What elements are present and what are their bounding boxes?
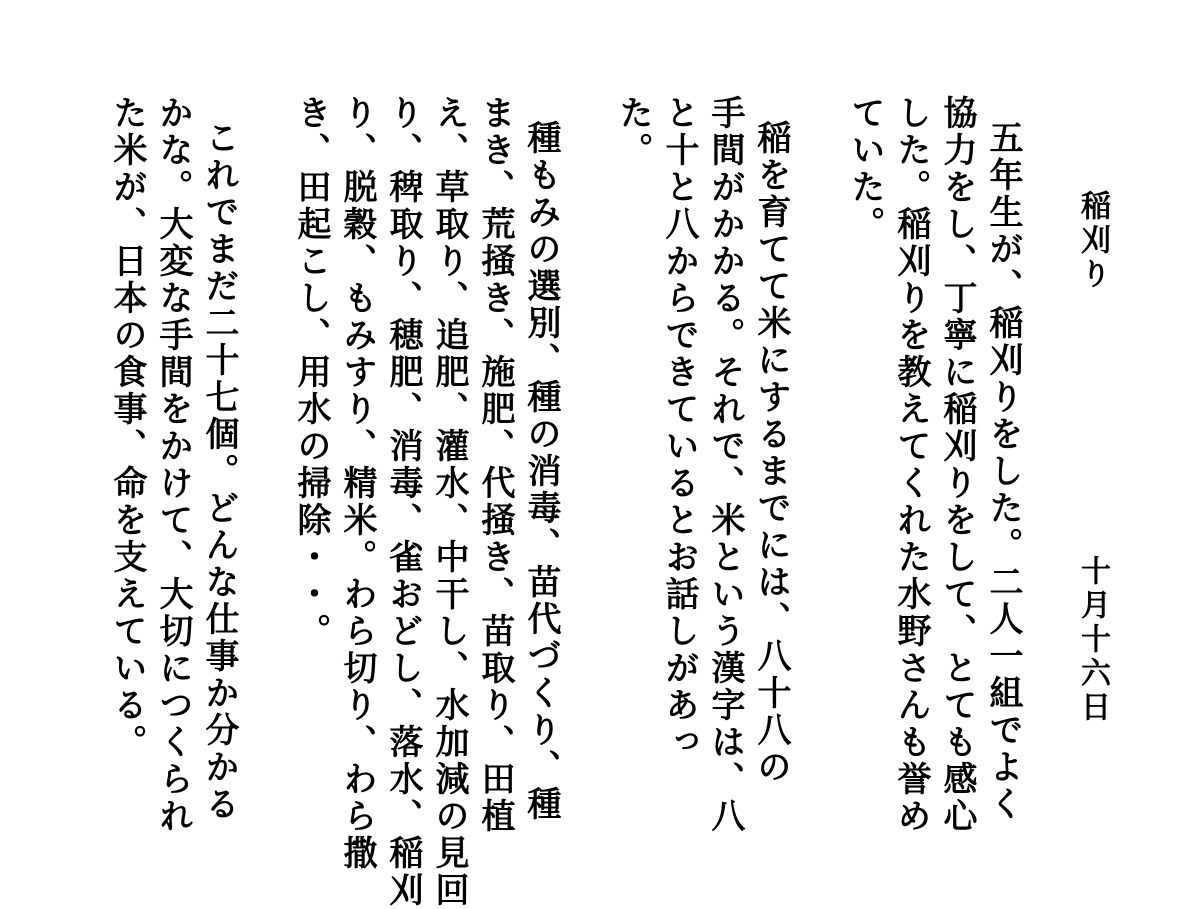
paragraph-1-line-3: した。稲刈りを教えてくれた水野さんも誉め (891, 95, 931, 835)
paragraph-3-line-3: え、草取り、追肥、灌水、中干し、水加減の見回 (429, 95, 469, 909)
paragraph-2-line-2: 手間がかかる。それで、米という漢字は、八 (705, 95, 745, 835)
paragraph-3-line-6: き、田起こし、用水の掃除・・。 (291, 95, 331, 650)
paragraph-4-line-3: た米が、日本の食事、命を支えている。 (107, 95, 147, 761)
paragraph-2-line-3: と十と八からできているとお話しがあっ (659, 95, 699, 761)
paragraph-2-line-1: 稲を育てて米にするまでには、八十八の (751, 120, 791, 786)
document-date: 十月十六日 (1075, 555, 1110, 725)
paragraph-1-line-4: ていた。 (845, 95, 885, 243)
document-title: 稲刈り (1075, 190, 1110, 292)
paragraph-3-line-5: り、脱穀、もみすり、精米。わら切り、わら撒 (337, 95, 377, 872)
paragraph-1-line-1: 五年生が、稲刈りをした。二人一組でよく (983, 120, 1023, 823)
paragraph-4-line-1: これでまだ二十七個。どんな仕事か分かる (199, 120, 239, 823)
paragraph-3-line-1: 種もみの選別、種の消毒、苗代づくり、種 (521, 120, 561, 823)
paragraph-3-line-4: り、稗取り、穂肥、消毒、雀おどし、落水、稲刈 (383, 95, 423, 909)
paragraph-2-line-4: た。 (613, 95, 653, 169)
paragraph-3-line-2: まき、荒掻き、施肥、代掻き、苗取り、田植 (475, 95, 515, 835)
paragraph-4-line-2: かな。大変な手間をかけて、大切につくられ (153, 95, 193, 835)
paragraph-1-line-2: 協力をし、丁寧に稲刈りをして、とても感心 (937, 95, 977, 835)
